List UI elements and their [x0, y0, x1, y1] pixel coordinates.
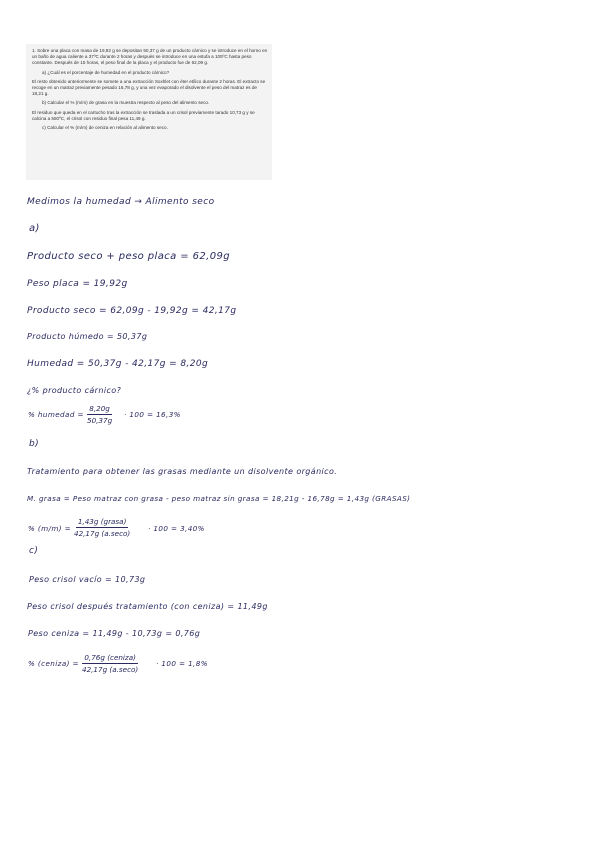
problem-intro-c: El residuo que queda en el cartucho tras la extracción se traslada a un crisol previamente tarado 10,73 g y se calcina a 550ºC, el crisol con residuo final pesa 11,49 g.: [32, 109, 255, 121]
humidity-denominator: 50,37g: [87, 416, 113, 425]
humidity-formula-result: · 100 = 16,3%: [124, 410, 181, 419]
problem-intro-b: El resto obtenido anteriormente se somete a una extracción Soxhlet con éter etílico durante 2 horas. El extracto se recoge en un matraz previamente pesado 16,78 g, y una vez evaporado el disolvente el peso del matraz es de 18,21 g.: [32, 78, 266, 97]
ash-formula-prefix: % (ceniza) =: [28, 659, 79, 668]
line-c1: Peso crisol vacío = 10,73g: [29, 575, 146, 584]
line-b2: M. grasa = Peso matraz con grasa - peso matraz sin grasa = 18,21g - 16,78g = 1,43g (GRASAS): [27, 494, 411, 503]
ash-denominator: 42,17g (a.seco): [82, 665, 139, 674]
notes-title: Medimos la humedad → Alimento seco: [27, 197, 215, 207]
problem-intro: 1. Sobre una placa con masa de 19,92 g se depositan 50,37 g de un producto cárnico y se introduce en el horno en un baño de agua caliente a 37ºC durante 2 horas y después se introduce en una estufa a 105ºC hasta peso constante. Después de 15 horas, el peso final de la placa y el producto fue de 62,09 g.: [32, 48, 268, 66]
humidity-numerator: 8,20g: [89, 404, 110, 413]
ash-formula-result: · 100 = 1,8%: [156, 659, 208, 668]
question-b: b) Calcular el % (m/m) de grasa en la muestra respecto al peso del alimento seco.: [42, 100, 210, 106]
fat-fraction: [74, 517, 130, 538]
humidity-fraction: [87, 404, 112, 425]
line-a2: Peso placa = 19,92g: [27, 279, 128, 289]
problem-statement: [26, 44, 272, 180]
section-c-label: c): [29, 546, 39, 556]
line-a3: Producto seco = 62,09g - 19,92g = 42,17g: [27, 306, 237, 316]
question-a: a) ¿Cuál es el porcentaje de humedad en el producto cárnico?: [42, 69, 170, 75]
line-c2: Peso crisol después tratamiento (con ceniza) = 11,49g: [27, 602, 268, 611]
line-a6: ¿% producto cárnico?: [27, 386, 122, 395]
fat-numerator: 1,43g (grasa): [77, 517, 127, 526]
humidity-formula-prefix: % humedad =: [28, 410, 84, 419]
line-a1: Producto seco + peso placa = 62,09g: [27, 251, 230, 262]
fat-formula-result: · 100 = 3,40%: [148, 524, 205, 533]
ash-numerator: 0,76g (ceniza): [84, 653, 136, 662]
line-a4: Producto húmedo = 50,37g: [27, 332, 148, 341]
ash-fraction: [82, 653, 138, 674]
line-a5: Humedad = 50,37g - 42,17g = 8,20g: [27, 359, 209, 369]
fat-formula-prefix: % (m/m) =: [28, 524, 72, 533]
section-b-label: b): [29, 439, 40, 449]
fat-denominator: 42,17g (a.seco): [74, 529, 131, 538]
section-a-label: a): [29, 223, 40, 234]
question-c: c) Calcular el % (m/m) de ceniza en relación al alimento seco.: [42, 125, 168, 131]
line-c3: Peso ceniza = 11,49g - 10,73g = 0,76g: [28, 629, 201, 638]
line-b1: Tratamiento para obtener las grasas mediante un disolvente orgánico.: [27, 467, 338, 476]
